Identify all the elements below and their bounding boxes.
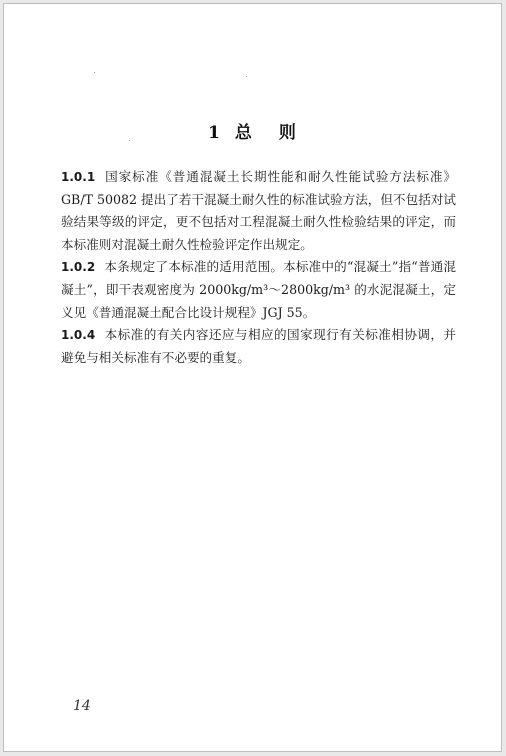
clause-1-0-1 bbox=[61, 166, 456, 256]
document-page bbox=[3, 3, 502, 752]
clause-number: 1.0.2 bbox=[61, 260, 96, 275]
clause-1-0-4 bbox=[61, 324, 456, 369]
clause-text: 本标准的有关内容还应与相应的国家现行有关标准相协调，并避免与相关标准有不必要的重复。 bbox=[61, 327, 456, 365]
clause-1-0-2 bbox=[61, 256, 456, 324]
clause-text: 本条规定了本标准的适用范围。本标准中的“混凝土”指“普通混凝土”，即干表观密度为 2000kg/m³～2800kg/m³ 的水泥混凝土，定义见《普通混凝土配合比设计规程》JGJ 55。 bbox=[61, 259, 456, 320]
chapter-title-word-1: 总 bbox=[234, 123, 253, 143]
clause-number: 1.0.1 bbox=[61, 170, 96, 184]
chapter-body bbox=[61, 166, 456, 369]
clause-number: 1.0.4 bbox=[61, 328, 96, 343]
scan-speck bbox=[246, 76, 247, 77]
chapter-title-word-2: 则 bbox=[278, 123, 297, 143]
chapter-title bbox=[4, 118, 501, 143]
scan-speck bbox=[94, 72, 95, 73]
clause-text: 国家标准《普通混凝土长期性能和耐久性能试验方法标准》GB/T 50082 提出了若干混凝土耐久性的标准试验方法，但不包括对试验结果等级的评定，更不包括对工程混凝土耐久性检验结果的评定，而本标准则对混凝土耐久性检验评定作出规定。 bbox=[61, 169, 456, 252]
chapter-number: 1 bbox=[208, 123, 221, 143]
page-number: 14 bbox=[73, 698, 91, 714]
